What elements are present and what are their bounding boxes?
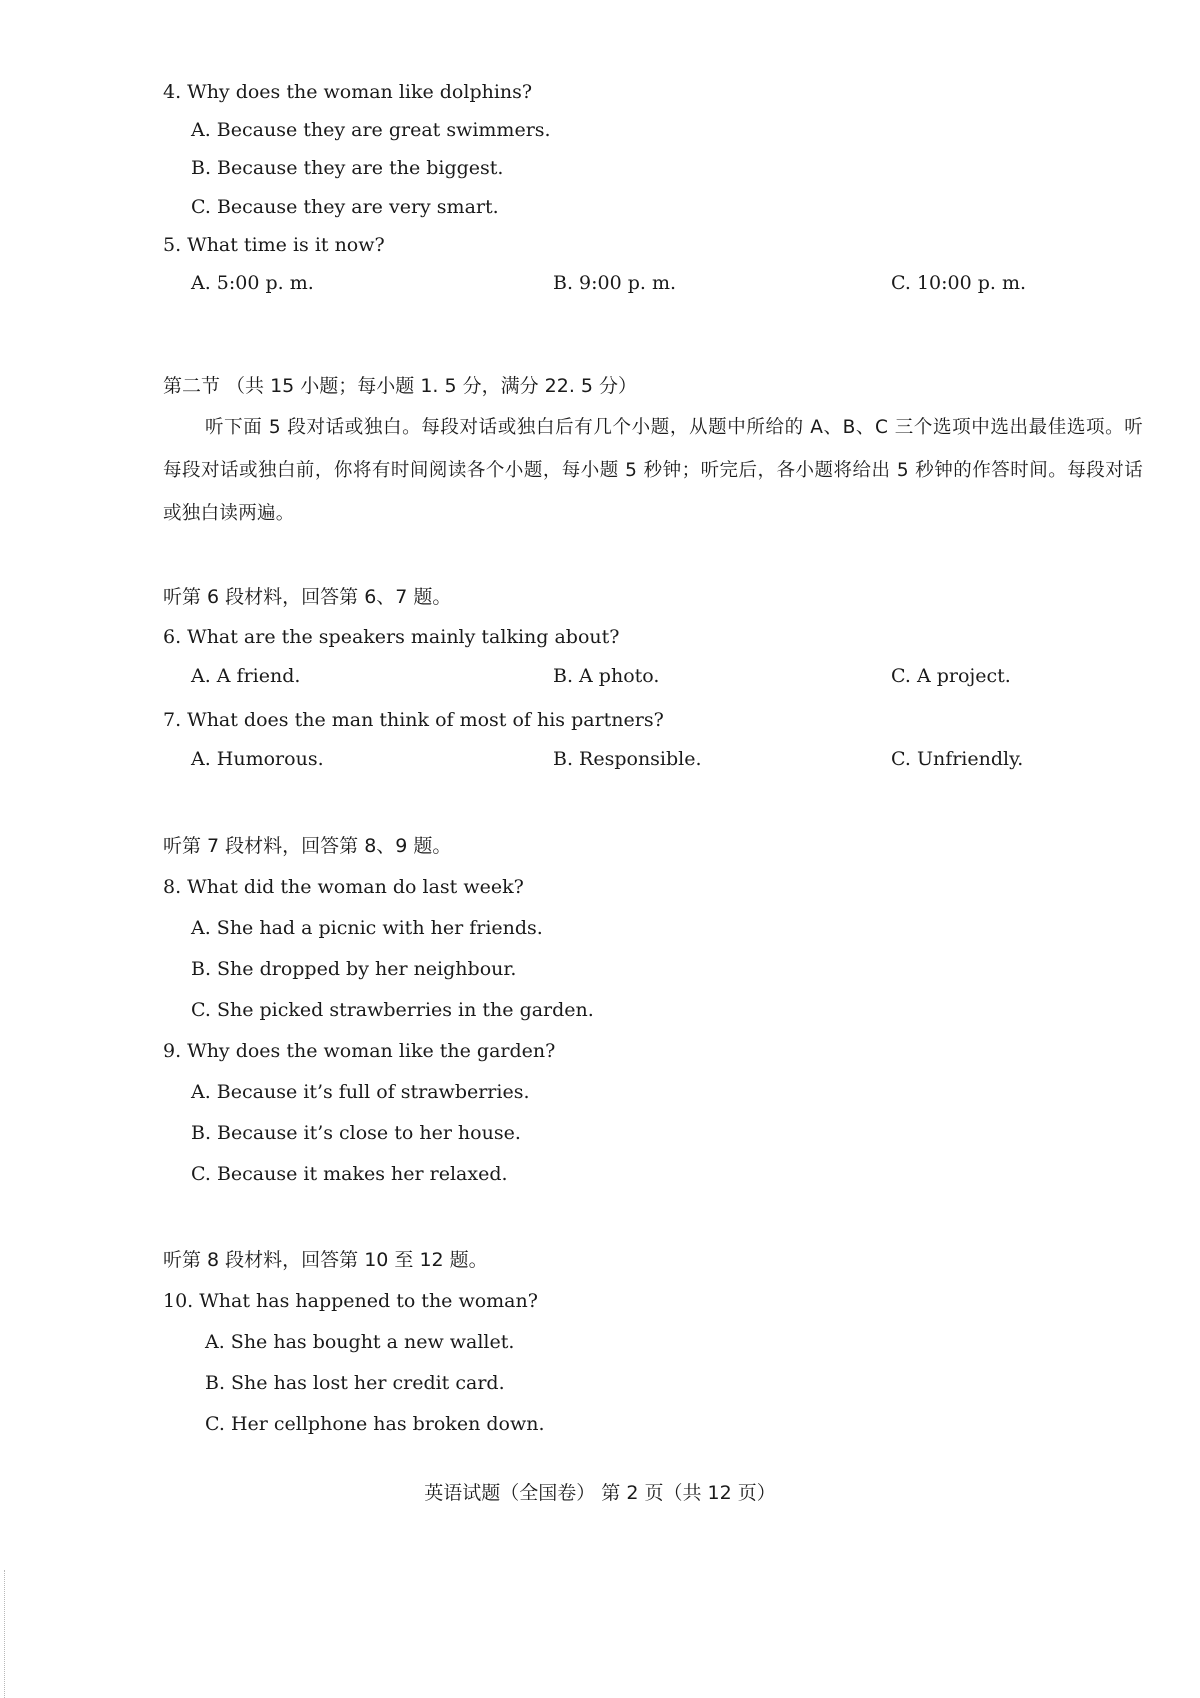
- question-10: 10. What has happened to the woman?: [163, 1290, 538, 1312]
- q7-option-a: A. Humorous.: [191, 748, 324, 770]
- section-2-instructions: 听下面 5 段对话或独白。每段对话或独白后有几个小题，从题中所给的 A、B、C 三个选项中选出最佳选项。听每段对话或独白前，你将有时间阅读各个小题，每小题 5 秒钟；听完后，各小题将给出 5 秒钟的作答时间。每段对话或独白读两遍。: [163, 417, 1143, 524]
- question-7: 7. What does the man think of most of his partners?: [163, 709, 664, 731]
- question-9: 9. Why does the woman like the garden?: [163, 1040, 556, 1062]
- q6-option-b: B. A photo.: [553, 665, 660, 687]
- question-5: 5. What time is it now?: [163, 234, 385, 256]
- q4-option-a: A. Because they are great swimmers.: [191, 119, 551, 141]
- q7-option-b: B. Responsible.: [553, 748, 702, 770]
- q9-option-a: A. Because it’s full of strawberries.: [191, 1081, 530, 1103]
- section-2-heading: 第二节 （共 15 小题；每小题 1. 5 分，满分 22. 5 分）: [163, 375, 638, 397]
- q7-option-c: C. Unfriendly.: [891, 748, 1024, 770]
- group-8-header: 听第 8 段材料，回答第 10 至 12 题。: [163, 1249, 488, 1271]
- q5-option-a: A. 5:00 p. m.: [191, 272, 314, 294]
- q4-option-c: C. Because they are very smart.: [191, 196, 499, 218]
- q8-option-b: B. She dropped by her neighbour.: [191, 958, 517, 980]
- q9-option-b: B. Because it’s close to her house.: [191, 1122, 521, 1144]
- question-8: 8. What did the woman do last week?: [163, 876, 524, 898]
- q5-option-b: B. 9:00 p. m.: [553, 272, 677, 294]
- q5-option-c: C. 10:00 p. m.: [891, 272, 1027, 294]
- q10-option-a: A. She has bought a new wallet.: [205, 1331, 515, 1353]
- group-6-header: 听第 6 段材料，回答第 6、7 题。: [163, 586, 452, 608]
- q6-option-a: A. A friend.: [191, 665, 301, 687]
- scan-edge-divider: [4, 1570, 6, 1698]
- q6-option-c: C. A project.: [891, 665, 1011, 687]
- question-4: 4. Why does the woman like dolphins?: [163, 81, 533, 103]
- q8-option-c: C. She picked strawberries in the garden.: [191, 999, 594, 1021]
- q9-option-c: C. Because it makes her relaxed.: [191, 1163, 508, 1185]
- question-6: 6. What are the speakers mainly talking about?: [163, 626, 620, 648]
- q8-option-a: A. She had a picnic with her friends.: [191, 917, 543, 939]
- q10-option-b: B. She has lost her credit card.: [205, 1372, 505, 1394]
- q4-option-b: B. Because they are the biggest.: [191, 157, 504, 179]
- group-7-header: 听第 7 段材料，回答第 8、9 题。: [163, 835, 452, 857]
- q10-option-c: C. Her cellphone has broken down.: [205, 1413, 545, 1435]
- page-footer: 英语试题（全国卷） 第 2 页（共 12 页）: [424, 1482, 776, 1504]
